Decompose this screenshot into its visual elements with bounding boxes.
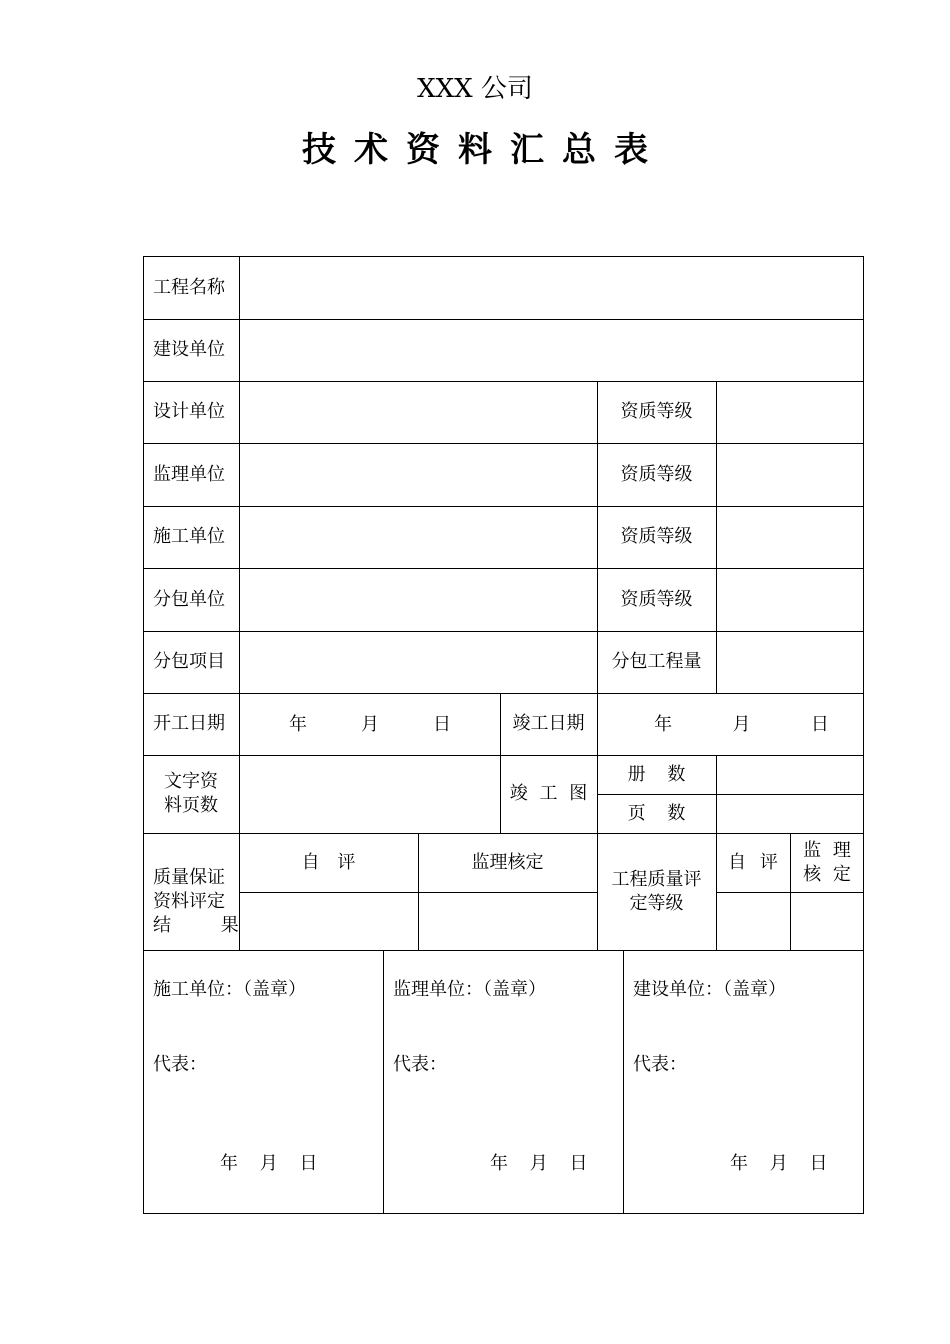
sig-supervisor-unit: 监理单位：（盖章） [393,979,546,1000]
sub-quantity-field[interactable] [717,632,863,693]
sig-contractor-unit: 施工单位：（盖章） [153,979,306,1000]
start-month: 月 [361,713,379,735]
label-sup-line1: 监 理 [803,839,851,861]
finish-month: 月 [732,713,751,735]
sub-items-field[interactable] [240,632,597,693]
sig-builder-rep: 代表： [633,1054,687,1075]
finish-day: 日 [810,713,829,735]
label-pages [597,794,716,833]
label-sub-quantity: 分包工程量 [611,651,702,672]
label-project-name: 工程名称 [153,277,225,298]
label-contractor-qualification: 资质等级 [620,526,693,547]
supervisor-field[interactable] [240,444,597,506]
label-supervisor-check-2 [790,833,864,892]
builder-field[interactable] [240,320,863,381]
start-date-field[interactable] [240,694,500,755]
label-quality-line2: 资料评定 [153,890,225,912]
volumes-field[interactable] [717,756,863,794]
finish-year: 年 [654,713,673,735]
designer-field[interactable] [240,382,597,443]
label-start-date: 开工日期 [153,713,225,734]
label-self-eval-2-text: 自 评 [728,851,778,873]
form-title: 技术资料汇总表 [302,130,666,170]
label-quality-line1: 质量保证 [153,866,225,888]
subcontractor-qualification-field[interactable] [717,569,863,631]
label-pages-text: 页 数 [627,802,686,824]
label-quality-result [143,833,239,950]
start-day: 日 [433,713,451,735]
contractor-qualification-field[interactable] [717,507,863,568]
label-text-pages [143,755,239,833]
label-subcontractor-qualification: 资质等级 [620,588,693,610]
label-as-built [500,755,597,833]
row-line [143,950,864,951]
start-year: 年 [289,713,307,735]
pages-field[interactable] [717,795,863,833]
label-self-eval [239,833,418,892]
label-supervisor-check: 监理核定 [471,851,544,873]
label-quality-grade-line1: 工程质量评 [611,868,702,890]
label-subcontractor: 分包单位 [153,588,225,610]
label-contractor: 施工单位 [153,526,225,547]
company-name: XXX 公司 [417,74,533,104]
label-as-built-text: 竣 工 图 [509,783,588,804]
self-eval-2-field[interactable] [717,893,790,950]
label-sub-items: 分包项目 [153,651,225,672]
label-builder: 建设单位 [153,339,225,360]
label-quality-grade-line2: 定等级 [629,892,684,914]
supervisor-check-2-field[interactable] [791,893,863,950]
label-volumes-text: 册 数 [627,763,686,785]
sig-contractor-rep: 代表： [153,1054,207,1075]
sig-builder-date: 年 月 日 [730,1153,828,1174]
label-finish-date: 竣工日期 [512,713,585,734]
designer-qualification-field[interactable] [717,382,863,443]
label-quality-line3: 结 果 [153,914,239,936]
sig-contractor-date: 年 月 日 [220,1153,318,1174]
supervisor-check-field[interactable] [419,893,597,950]
sig-supervisor-date: 年 月 日 [490,1153,588,1174]
label-designer-qualification: 资质等级 [620,401,693,422]
label-sup-line2: 核 定 [803,863,851,885]
contractor-field[interactable] [240,507,597,568]
col-line [383,950,384,1214]
subcontractor-field[interactable] [240,569,597,631]
label-text-pages-line1: 文字资 [164,771,218,792]
col-line [623,950,624,1214]
supervisor-qualification-field[interactable] [717,444,863,506]
finish-date-field[interactable] [598,694,863,755]
sig-supervisor-rep: 代表： [393,1054,447,1075]
label-quality-grade [597,833,716,950]
label-text-pages-line2: 料页数 [164,795,218,816]
self-eval-field[interactable] [240,893,418,950]
label-supervisor-qualification: 资质等级 [620,463,693,485]
label-self-eval-2 [716,833,790,892]
label-self-eval-text: 自 评 [301,851,356,873]
sig-builder-unit: 建设单位：（盖章） [633,979,786,1000]
label-designer: 设计单位 [153,401,225,422]
project-name-field[interactable] [240,257,863,319]
text-pages-field[interactable] [240,756,500,833]
label-supervisor: 监理单位 [153,463,225,485]
label-volumes [597,755,716,794]
